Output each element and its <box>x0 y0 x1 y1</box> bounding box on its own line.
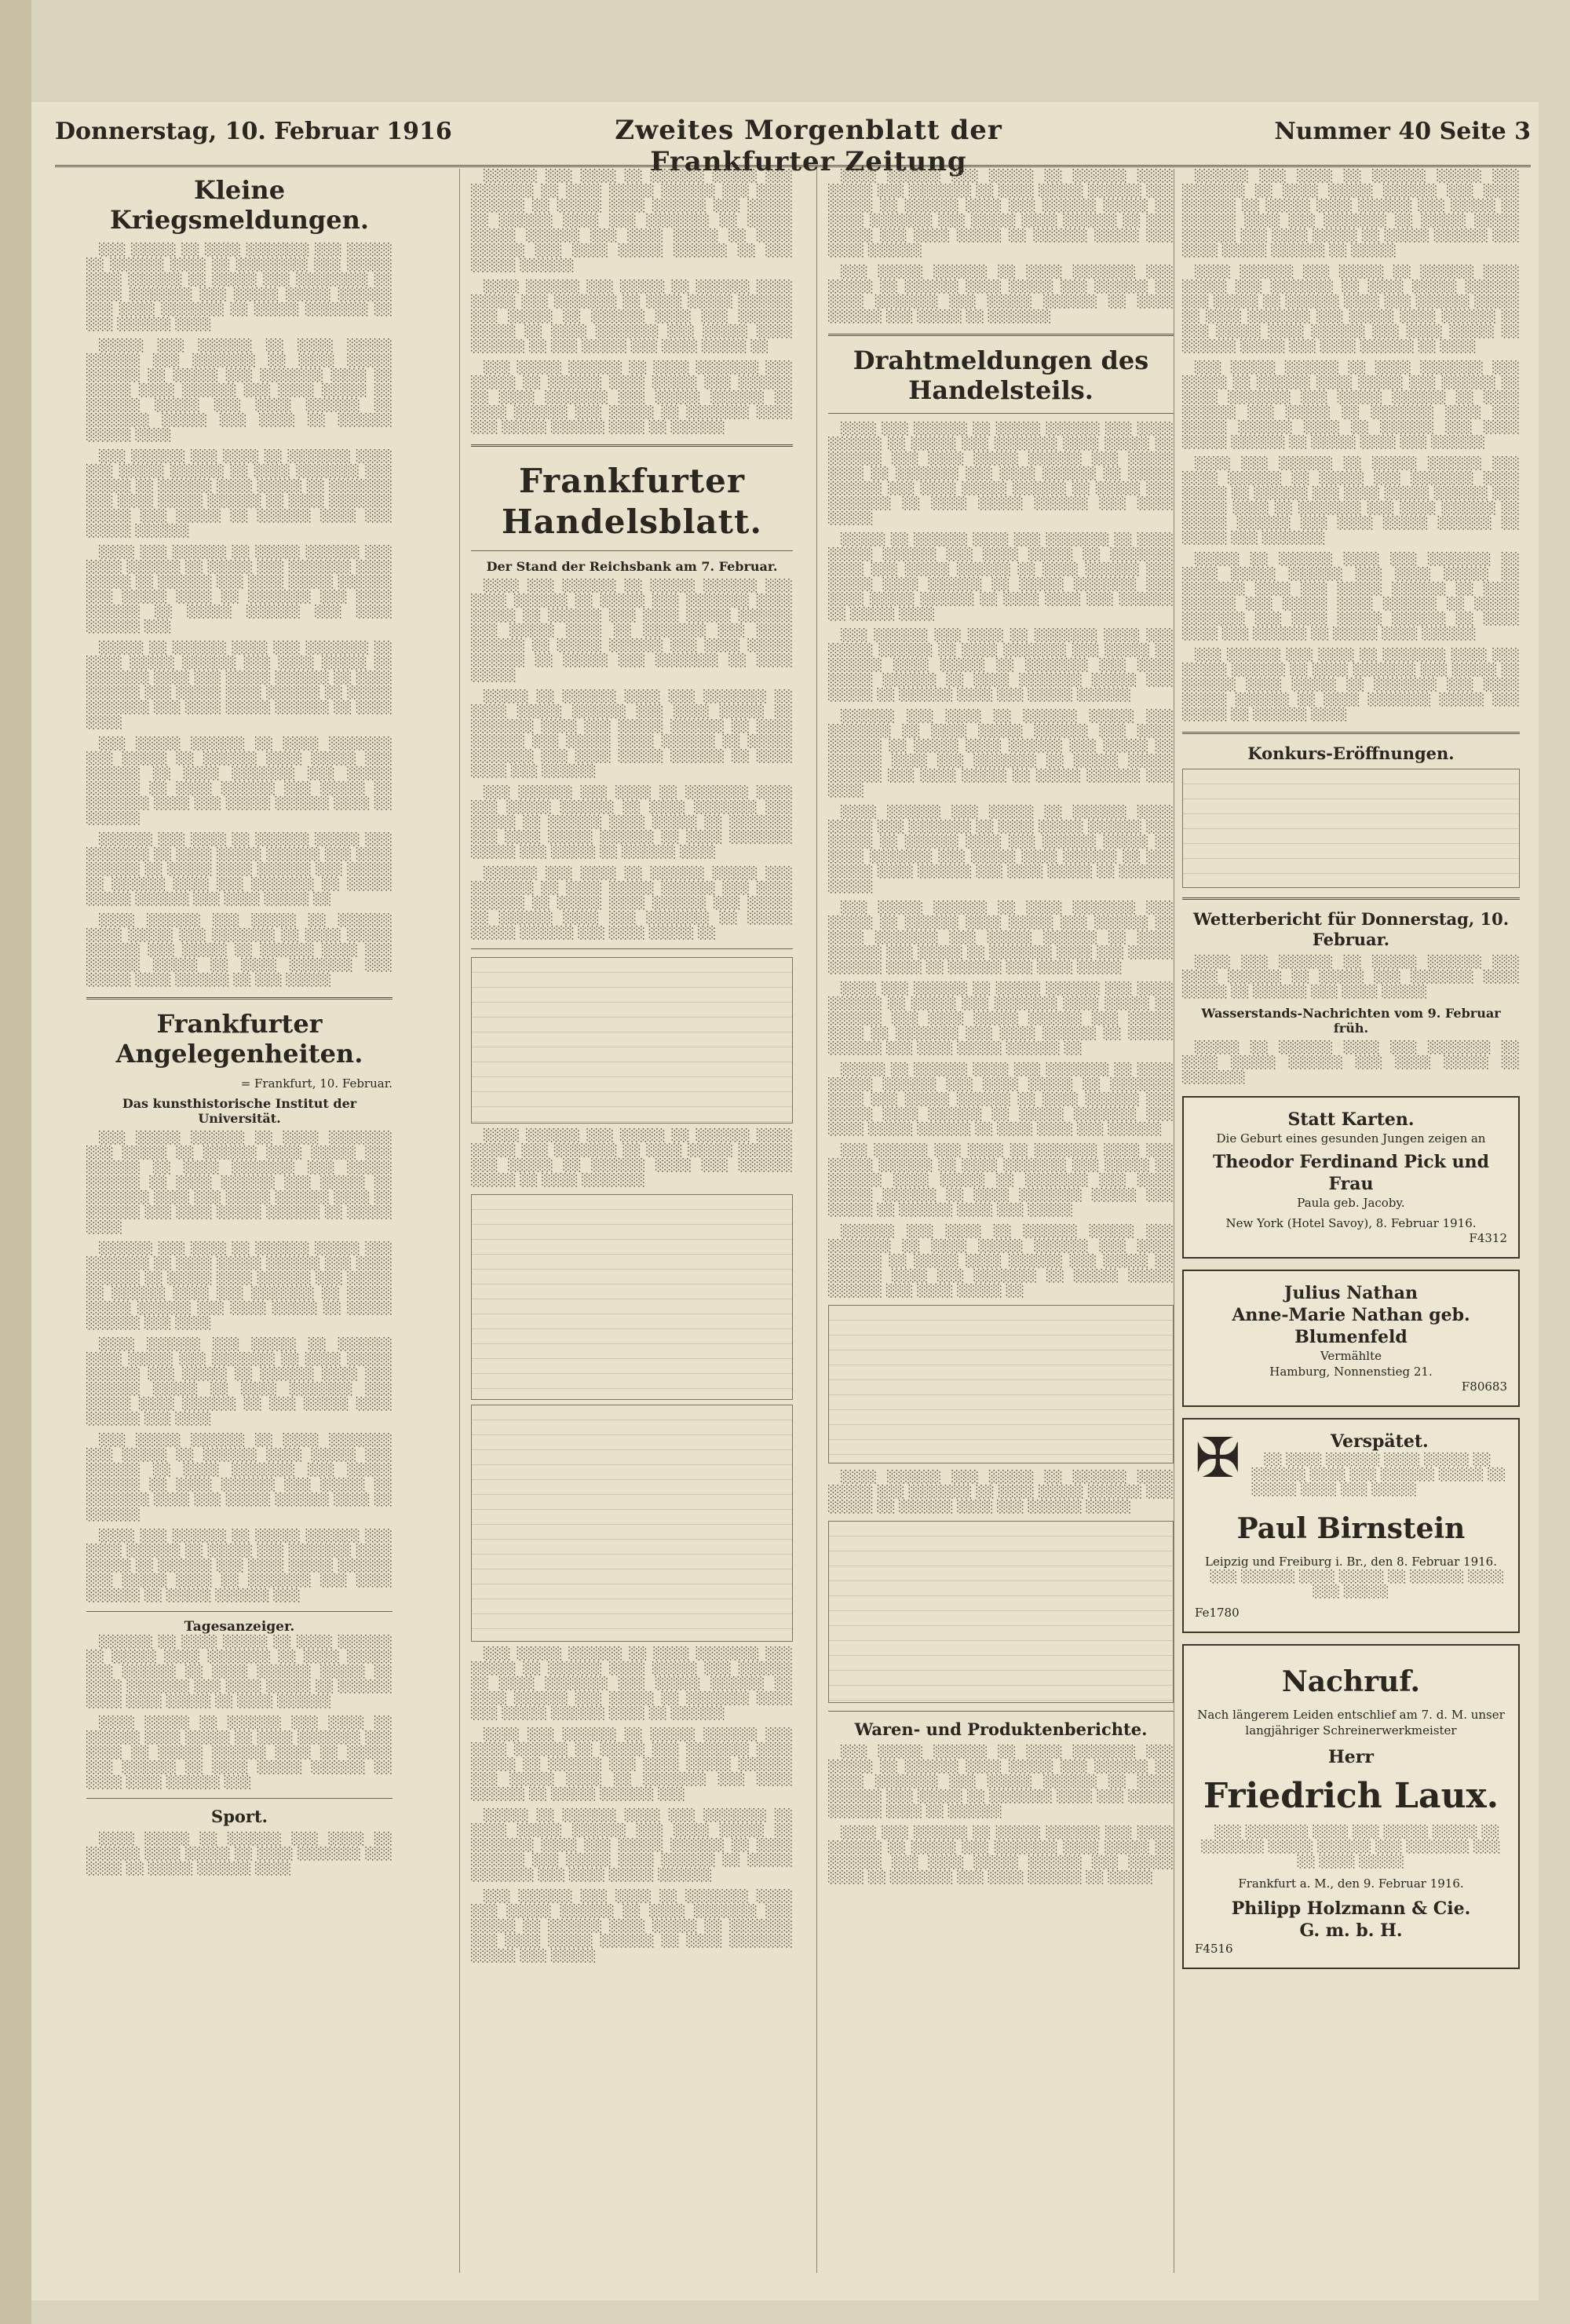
section-rule <box>1182 732 1520 734</box>
text-block: ░░░ ░░░░░ ░░░░░░ ░░ ░░░░ ░░░░░░░ ░░░ ░░░░░ ░░ ░░░░░░ ░░░░ ░░░░░ ░░░ ░░░░░░ ░░ ░░░░ ░░░░░░░ ░░░ ░░░░░ ░░░░░░ ░░ ░░░░ ░░░░░░ ░░░ ░░░░░ ░░ ░░░░░░░ ░░░░ ░░░ ░░░░░ ░░░░░░ ░░░░ ░░ ░░░░░░ <box>471 1646 793 1720</box>
text-block: ░░░░ ░░░░░░ ░░░ ░░░░░ ░░ ░░░░░░ ░░░░ ░░░░░ ░░░ ░░░░░░░ ░░ ░░░░ ░░░░░ ░░░░░░ ░░░ ░░░░░ ░░ ░░░░░░ ░░░░ ░░░ ░░░░░░ ░░░░░ ░░ ░░░░ ░░░░░░░ ░░░ ░░░░░ ░░░░ ░░░░░░ ░░ ░░░ ░░░░░ ░░░ ░░░░ ░░░░░ ░░ ░░░░░░ ░░░░░ ░░░ ░░░░ ░░░░░░ <box>828 169 1174 258</box>
text-block: ░░░░░░ ░░░ ░░░░ ░░ ░░░░░░ ░░░░░ ░░░ ░░░░░░░ ░░ ░░░░ ░░░░░ ░░░░░░ ░░░ ░░░░ ░░░░░░ ░░ ░░░░░ ░░░░ ░░░░░░ ░░░ ░░░░░ ░░ ░░░░░░ ░░░░ ░░░ ░░░░░░░ ░░ ░░░░░ ░░░░░ ░░░░░░ ░░░ ░░░░ ░░░░░ ░░ ░░░░░ ░░░░░░ ░░░ ░░░░ <box>86 1241 392 1330</box>
nachruf-laux <box>1182 1644 1520 1969</box>
text-block: ░░░ ░░░░░ ░░░░░░ ░░ ░░░░ ░░░░░░░ ░░░ ░░░░░ ░░ ░░░░░░ ░░░░ ░░░░░ ░░░ ░░░░░░ ░░ ░░░░ ░░░░░░░ ░░░ ░░░░░ ░░░░░░ ░░ ░░░░ ░░░░░░ ░░░ ░░░░░ ░░ ░░░░░░░ ░░░░ ░░░ ░░░░░ ░░░░░░ ░░░░ ░░ ░░░░░░ ░░░ ░░░░ ░░░░░ <box>828 901 1174 974</box>
text-block: ░░░ ░░░░░░ ░░░░ ░░░░░ ░░ ░░░░░░ ░░░░ ░░░ ░░░░░ <box>1210 1569 1505 1599</box>
page-number: Nummer 40 Seite 3 <box>1274 118 1531 145</box>
death1-code: Fe1780 <box>1195 1606 1240 1620</box>
text-block: ░░░ ░░░░░ ░░░░░░ ░░ ░░░░ ░░░░░░░ ░░░ ░░░░░ ░░ ░░░░░░ ░░░░ ░░░░░ ░░░ ░░░░░░ ░░ ░░░░ ░░░░░░░ ░░░ ░░░░░ ░░░░░░ ░░ ░░░░ ░░░░░░ ░░░ ░░░░░ ░░ ░░░░░░░ ░░░░ ░░░ ░░░░░ ░░░░░░ ░░░░ ░░ ░░░░░░ <box>86 1433 392 1522</box>
heading-kriegsmeldungen: Kleine Kriegsmeldungen. <box>110 175 369 235</box>
birth-code: F4312 <box>1469 1231 1507 1245</box>
iron-cross-icon: ✠ <box>1195 1426 1241 1490</box>
text-block: ░░░░ ░░░ ░░░░░░ ░░ ░░░░░ ░░░░░░ ░░░ ░░░░ ░░░░░░ ░░ ░░░░░ ░░░ ░░░░░░░ ░░░░ ░░░░░ ░░ ░░░░░░ ░░░ ░░░░ ░░░░░ ░░░░░░ ░░░ ░░░░░ ░░░░ ░░ ░░░░░░░ ░░░ ░░░░ ░░░░░░ ░░ ░░░░░ ░░░░░░ ░░░ ░░░░ ░░░░░░ ░░░ <box>86 545 392 634</box>
wed-code: F80683 <box>1461 1379 1507 1394</box>
birth-sub: Paula geb. Jacoby. <box>1297 1196 1405 1210</box>
section-rule <box>1182 897 1520 900</box>
heading-drahtmeldungen: Drahtmeldungen des Handelsteils. <box>853 345 1149 405</box>
wechselkurse-table <box>828 1521 1174 1703</box>
text-block: ░░░░ ░░░░░░ ░░░ ░░░░░ ░░ ░░░░░░ ░░░░ ░░░░░ ░░░ ░░░░░░░ ░░ ░░░░ ░░░░░ ░░░░░░ ░░░ ░░░░░ ░░ ░░░░░░ ░░░░ ░░░ ░░░░░░ ░░░░░ ░░ ░░░░ ░░░░░░░ ░░░ ░░░░░ ░░░░ ░░░░░░ ░░ ░░░ ░░░░░ ░░░░ ░░░░░░ ░░░ ░░░░ ░░░░░ ░░ ░░░░░░ ░░░░░ <box>828 805 1174 893</box>
death-notice-birnstein <box>1182 1418 1520 1633</box>
birth-names: Theodor Ferdinand Pick und Frau <box>1213 1152 1489 1194</box>
text-block: ░░░░░░ ░░░ ░░░░ ░░ ░░░░░░ ░░░░░ ░░░ ░░░░░░░ ░░ ░░░░ ░░░░░ ░░░░░░ ░░░ ░░░░ ░░░░░░ ░░ ░░░░░ ░░░░ ░░░░░░ ░░░ ░░░░░ ░░ ░░░░░░ ░░░░ ░░░ ░░░░░░░ ░░ ░░░░░ ░░░░░ ░░░░░░ ░░░ ░░░░ ░░░░░ ░░ <box>828 1224 1174 1298</box>
section-rule <box>471 444 793 447</box>
heading-tagesanzeiger: Tagesanzeiger. <box>184 1619 295 1635</box>
column-4 <box>1174 169 1528 2273</box>
death1-place: Leipzig und Freiburg i. Br., den 8. Februar 1916. <box>1205 1555 1497 1569</box>
nachruf-firm-2: G. m. b. H. <box>1299 1920 1403 1941</box>
text-block: ░░░ ░░░░░░ ░░░ ░░░░ ░░ ░░░░░░░ ░░░░ ░░░ ░░░░░ ░░░░░░ ░░ ░░░░ ░░░░░░░ ░░░ ░░░░░ ░░ ░░░░░░ ░░░░ ░░░░░ ░░ ░░░░░░░ ░░░ ░░░░ ░░░░░ ░░░░░░ ░░ ░░░░ ░░░░░░░ ░░░░░ ░░░ ░░░░░ ░░ ░░░░░░ ░░░░ <box>1182 648 1520 722</box>
nachruf-firm-1: Philipp Holzmann & Cie. <box>1231 1898 1471 1919</box>
heading-sport: Sport. <box>211 1807 268 1826</box>
death1-name: Paul Birnstein <box>1236 1512 1466 1545</box>
kurse-table <box>828 1305 1174 1463</box>
section-rule <box>828 334 1174 336</box>
rule <box>471 550 793 551</box>
heading-wetter: Wetterbericht für Donnerstag, 10. Februar. <box>1192 909 1510 949</box>
heading-reichsbank: Der Stand der Reichsbank am 7. Februar. <box>486 559 778 574</box>
text-block: ░░░░░░ ░░░ ░░░░ ░░ ░░░░░░ ░░░░░ ░░░ ░░░░░░░ ░░ ░░░░ ░░░░░ ░░░░░░ ░░░ ░░░░ ░░░░░░ ░░ ░░░░░ ░░░░ ░░░░░░ ░░░ ░░░░░ ░░ ░░░░░░ ░░░░ ░░░ ░░░░░░░ ░░ ░░░░░ ░░░░░ ░░░░░░ ░░░ ░░░░ ░░░░░ ░░ ░░░░░ ░░░░░░ ░░░ ░░░░ ░░░░░ ░░░░░░ ░░ ░░░░░ <box>1182 169 1520 258</box>
heading-waren: Waren- und Produktenberichte. <box>854 1719 1148 1739</box>
nachruf-intro: Nach längerem Leiden entschlief am 7. d. M. unser langjähriger Schreinerwerkmeister <box>1197 1708 1505 1738</box>
heading-wasserstand: Wasserstands-Nachrichten vom 9. Februar früh. <box>1201 1006 1501 1036</box>
text-block: ░░░░░░ ░░░ ░░░░ ░░ ░░░░░░ ░░░░░ ░░░ ░░░░░░░ ░░ ░░░░ ░░░░░ ░░░░░░ ░░░ ░░░░ ░░░░░░ ░░ ░░░░░ ░░░░ ░░░░░░ ░░░ ░░░░░ ░░ ░░░░░░ ░░░░ ░░░ ░░░░░░░ ░░ ░░░░░ ░░░░░ ░░░░░░ ░░░ ░░░░ ░░░░░ ░░ <box>86 832 392 906</box>
wed-sub: Vermählte <box>1320 1349 1382 1363</box>
text-block: ░░░ ░░░░░░ ░░░ ░░░░ ░░ ░░░░░░░ ░░░░ ░░░ ░░░░░ ░░░░░░ ░░ ░░░░ ░░░░░░░ ░░░ ░░░░░ ░░ ░░░░░░ ░░░░ ░░░░░ ░░ ░░░░░░░ ░░░ ░░░░ ░░░░░ ░░░░░░ ░░ ░░░░ ░░░░░░░ ░░░░░ ░░░ ░░░░░ <box>471 1889 793 1963</box>
text-block: ░░░░ ░░░ ░░░░░░ ░░ ░░░░░ ░░░░░░ ░░░ ░░░░ ░░░░░░ ░░ ░░░░░ ░░░ ░░░░░░░ ░░░░ ░░░░░ ░░ ░░░░░░ ░░░ ░░░░ ░░░░░ ░░░░░░ ░░░ ░░░░░ ░░░░ ░░ ░░░░░░░ ░░░ ░░░░ ░░░░░░ ░░ ░░░░░ ░░░░░░ ░░░ ░░░░ ░░░░░ ░░░░░░ ░░ <box>828 981 1174 1055</box>
rule <box>86 1798 392 1799</box>
text-block: ░░░░░ ░░ ░░░░░░ ░░░░ ░░░ ░░░░░░░ ░░ ░░░░ ░░░░░ ░░░░░░ ░░░ ░░░░ ░░░░░ ░░ ░░░░░░░ ░░░░ ░░░ ░░░░░ ░░░░░░ ░░ ░░░░ ░░░░░░ ░░░ ░░░░░ ░░░░ ░░░░░░ ░░ ░░░░░ ░░░░░░░ ░░░ ░░░░ ░░░░░ ░░░░░░ ░░ ░░░░ ░░░░ <box>86 641 392 729</box>
text-block: ░░░ ░░░░░ ░░░░░░ ░░ ░░░░ ░░░░░░░ ░░░ ░░░░░ ░░ ░░░░░░ ░░░░ ░░░░░ ░░░ ░░░░░░ ░░ ░░░░ ░░░░░░░ ░░░ ░░░░░ ░░░░░░ ░░ ░░░░ ░░░░░░ ░░░ ░░░░░ ░░ ░░░░░░░ <box>828 265 1174 323</box>
text-block: ░░░░ ░░░░░ ░░ ░░░░░░ ░░░ ░░░░ ░░ ░░░░░░ ░░░░ ░░░░░ ░░ ░░░░ ░░░░░░░ ░░░ ░░░░ ░░ ░░░░░ ░░░░░░ ░░░░ <box>86 1832 392 1876</box>
text-block: ░░░░ ░░░ ░░░░░░ ░░ ░░░░░ ░░░░░░ ░░░ ░░░░ ░░░░░░ ░░ ░░░░░ ░░░ ░░░░░░░ ░░░░ ░░░░░ ░░ ░░░░░░ ░░░ ░░░░ ░░░░░ ░░░░░░ ░░░ ░░░░░ ░░░░ ░░ ░░░░░░░ ░░░ ░░░░ ░░░░░░ ░░ ░░░░░ ░░░░░░ ░░░ ░░░░ ░░░░░ ░░░░░░ ░░ ░░░░░ ░░░ ░░░░░░░ ░░ ░░░░ ░░░░░ ░░░░░░ ░░░ ░░░░ ░░░░░ <box>828 422 1174 525</box>
text-block: ░░░ ░░░░░ ░░ ░░░░ ░░░░░░░ ░░░ ░░░░░ ░░ ░░░░░░ ░░░░ ░░ ░░░░░░░░ ░░░ ░░░░░ ░░░░ ░░░░░░ ░░ ░░░░░ ░░░ ░░░░░░░░ ░░ ░░░░ ░░░░░░░ ░░░ ░░░░░ ░░░░░ ░░░░░░ ░░░ ░░░░ ░░░░░░░ ░░ ░░░░░ ░░░░░░░ ░░ ░░░ ░░░░░░ ░░░░ <box>86 243 392 331</box>
nachruf-title: Herr <box>1328 1747 1374 1767</box>
wed-place: Hamburg, Nonnenstieg 21. <box>1269 1365 1433 1379</box>
text-block: ░░░░ ░░░░░ ░░ ░░░░░░ ░░░ ░░░░ ░░ ░░░░░░ ░░░░ ░░░░░ ░░ ░░░░ ░░░░░░░ ░░░ ░░░░ ░░ ░░░░░ ░░░░░░ ░░░░ ░░ ░░░░░ ░░░ ░░░░░░ ░░ ░░░░ ░░░░░ ░░░░░░ ░░ ░░░░ ░░░░ ░░░░░░ ░░░ <box>86 1716 392 1789</box>
column-2 <box>459 169 804 2273</box>
text-block: ░░░░░░ ░░░ ░░░░ ░░ ░░░░░░ ░░░░░ ░░░ ░░░░░░░ ░░ ░░░░ ░░░░░ ░░░░░░ ░░░ ░░░░ ░░░░░░ ░░ ░░░░░ ░░░░ ░░░░░░ ░░░ ░░░░░ ░░ ░░░░░░ ░░░░ ░░░ ░░░░░░░ ░░ ░░░░░ ░░░░░ ░░░░░░ ░░░ ░░░░ ░░░░░ ░░ ░░░░░ ░░░░░░ ░░░ ░░░░ <box>828 709 1174 798</box>
text-block: ░░░░░ ░░ ░░░░░░ ░░░░ ░░░ ░░░░░░░ ░░ ░░░░ ░░░░░ ░░░░░░ ░░░ ░░░░ ░░░░░ ░░ ░░░░░░░ ░░░░ ░░░ ░░░░░ ░░░░░░ ░░ ░░░░ ░░░░░░ ░░░ ░░░░░ ░░░░ ░░░░░░ ░░ ░░░░░ ░░░░░░░ ░░░ ░░░░ ░░░░░ ░░░░░░ ░░ ░░░░ ░░░░ ░░░ ░░░░░░ ░░ ░░░░░ ░░░░ <box>828 532 1174 621</box>
page-edge <box>0 0 31 2324</box>
text-block: ░░░░ ░░░░░░ ░░░ ░░░░░ ░░ ░░░░░░ ░░░░ ░░░░░ ░░░ ░░░░░░░ ░░ ░░░░ ░░░░░ ░░░░░░ ░░░ ░░░░░ ░░ ░░░░░░ ░░░░ ░░░ ░░░░░░ ░░░░░ ░░ ░░░░ ░░░░░░░ ░░░ ░░░░░ ░░░░ ░░░░░░ ░░ ░░░ ░░░░░ ░░░░ ░░░░░░ ░░░ ░░░░ ░░░░░ ░░ ░░░░░░ ░░░░░ ░░░ ░░░░ ░░░░░░ ░░ ░░░░ <box>1182 265 1520 353</box>
text-block: ░░░░░ ░░ ░░░░░░ ░░░░ ░░░ ░░░░░░░ ░░ ░░░░ ░░░░░ ░░░░░░ ░░░ ░░░░ ░░░░░ ░░ ░░░░░░░ ░░░░ ░░░ ░░░░░ ░░░░░░ ░░ ░░░░ ░░░░░░ ░░░ ░░░░░ ░░░░ ░░░░░░ ░░ ░░░░░ ░░░░░░░ ░░░ ░░░░ ░░░░░ ░░░░░░ ░░ ░░░░ ░░░░ ░░░ ░░░░░░ <box>471 689 793 778</box>
text-block: ░░░░ ░░░░░░ ░░░ ░░░░░ ░░ ░░░░░░ ░░░░ ░░░░░ ░░░ ░░░░░░░ ░░ ░░░░ ░░░░░ ░░░░░░ ░░░ ░░░░░ ░░ ░░░░░░ ░░░░ ░░░ ░░░░░░ ░░░░░ ░░ ░░░░ ░░░░░░░ ░░░ ░░░░░ ░░░░ ░░░░░░ ░░ ░░░ ░░░░░ ░░░ ░░░░ ░░░░░ ░░ <box>471 280 793 353</box>
nachruf-head: Nachruf. <box>1281 1665 1421 1698</box>
paper-title: Zweites Morgenblatt der Frankfurter Zeitung <box>615 115 1002 177</box>
notenumlauf-table <box>471 1405 793 1642</box>
text-block: ░░░░░░ ░░░ ░░░░ ░░ ░░░░░░ ░░░░░ ░░░ ░░░░░░░ ░░ ░░░░ ░░░░░ ░░░░░░ ░░░ ░░░░ ░░░░░░ ░░ ░░░░░ ░░░░ ░░░░░░ ░░░ ░░░░░ ░░ ░░░░░░ ░░░░ ░░░ ░░░░░░░ ░░ ░░░░░ ░░░░░ ░░░░░░ ░░░ ░░░░ ░░░░░ ░░ ░░░░ ░░░░░░ ░░░ ░░░░ ░░░░░ ░░░░░░ ░░ ░░░ ░░░░░ ░░░░░░ <box>471 169 793 272</box>
rule <box>86 1611 392 1612</box>
issue-date: Donnerstag, 10. Februar 1916 <box>55 118 452 145</box>
text-block: ░░░░ ░░░░░░ ░░░ ░░░░░ ░░ ░░░░░░ ░░░░ ░░░░░ ░░░ ░░░░░░░ ░░ ░░░░ ░░░░░ ░░░░░░ ░░░ ░░░░░ ░░ ░░░░░░ ░░░░ ░░░ ░░░░░░ ░░░░░ ░░ ░░░░ ░░░░░░░ ░░░ ░░░░░ ░░░░ ░░░░░░ ░░ ░░░ ░░░░░ ░░░░ ░░░░░░ ░░░ ░░░░ <box>86 1337 392 1426</box>
text-block: ░░░ ░░░░░░ ░░░ ░░░░ ░░ ░░░░░░░ ░░░░ ░░░ ░░░░░ ░░░░░░ ░░ ░░░░ ░░░░░░░ ░░░ ░░░░░ ░░ ░░░░░░ ░░░░ ░░░░░ ░░ ░░░░░░░ ░░░ ░░░░ ░░░░░ ░░░░░░ ░░ ░░░░ ░░░░░░░ ░░░░░ ░░░ ░░░░░ ░░ ░░░░░░ ░░░░ <box>471 785 793 859</box>
rule <box>828 413 1174 414</box>
nachruf-name: Friedrich Laux. <box>1203 1776 1499 1816</box>
text-block: ░░░░░ ░░░ ░░░░░░ ░░ ░░░░ ░░░░░ ░░░░░░ ░░░ ░░░░░░░ ░░ ░░░░ ░░░░░ ░░░░░░ ░░ ░░░░░ ░░░ ░░░░░░░ ░░░░ ░░ ░░░░░ ░░░░ ░░░░░░ ░░░ ░░░░ ░░░░░ ░░ ░░░░░░ ░░░░░ ░░░ ░░░░ ░░░░░░ ░░ ░░░░░░░ ░░░░░ ░░░ ░░░░ ░░ ░░░░░░ ░░░░░ ░░░░ <box>86 338 392 442</box>
nachruf-place: Frankfurt a. M., den 9. Februar 1916. <box>1238 1876 1464 1891</box>
nachruf-code: F4516 <box>1195 1942 1233 1956</box>
text-block: ░░░ ░░░░░░░ ░░░░ ░░░ ░░░░░ ░░░░░ ░░ ░░░░░░░ ░░░░░ ░░░░░░ ░░░ ░░░░░░░ ░░░ ░░ ░░░░ ░░░░░ <box>1201 1825 1501 1869</box>
statt-karten: Statt Karten. <box>1287 1109 1415 1130</box>
text-block: ░░░░░░ ░░ ░░░░ ░░░░░ ░░ ░░░░ ░░░░░░ ░░ ░░░░░ ░░░░ ░░░░░░░ ░░ ░░░░ ░░░░░ ░░░ ░░░░░░ ░░ ░░░░ ░░░░░░ ░░░░░ ░░ ░░░░ ░░░░░░░ ░░░ ░░░░ ░░░░░ ░░ ░░░░░░ ░░░░ ░░░░ ░░░░░ ░░ ░░░░ ░░░░░░ <box>86 1635 392 1708</box>
text-block: ░░░ ░░░░░░ ░░░ ░░░░ ░░ ░░░░░░░ ░░░░ ░░░ ░░░░░ ░░░░░░ ░░ ░░░░ ░░░░░░░ ░░░ ░░░░░ ░░ ░░░░░░ ░░░░ ░░░░░ ░░ ░░░░░░░ ░░░ ░░░░ ░░░░░ ░░░░░░ ░░ ░░░░ ░░░░░░░ ░░░░░ ░░░ ░░░░░ ░░ ░░░░░░ ░░░░ ░░░ ░░░░░ ░░░░░░ <box>86 449 392 538</box>
wedding-announcement <box>1182 1270 1520 1407</box>
rule <box>471 948 793 949</box>
death1-head: Verspätet. <box>1331 1431 1429 1452</box>
subheading-institut: Das kunsthistorische Institut der Universität. <box>122 1096 357 1126</box>
text-block: ░░░░ ░░░░░░ ░░░ ░░░░░ ░░ ░░░░░░ ░░░░ ░░░░░ ░░░ ░░░░░░░ ░░ ░░░░ ░░░░░ ░░░░░░ ░░░ ░░░░░ ░░ ░░░░░░ ░░░░ ░░░ ░░░░░░ ░░░░░ <box>828 1470 1174 1514</box>
text-block: ░░░ ░░░░░░ ░░░ ░░░░ ░░ ░░░░░░░ ░░░░ ░░░ ░░░░░ ░░░░░░ ░░ ░░░░ ░░░░░░░ ░░░ ░░░░░ ░░ ░░░░░░ ░░░░ ░░░░░ ░░ ░░░░░░░ ░░░ ░░░░ ░░░░░ ░░░░░░ ░░ ░░░░ ░░░░░░░ ░░░░░ ░░░ ░░░░░ ░░ ░░░░░░ ░░░░ ░░░ ░░░░░ ░░░░░░ <box>828 628 1174 702</box>
text-block: ░░░░ ░░░ ░░░░░░ ░░ ░░░░░ ░░░░░░ ░░░ ░░░░ ░░░░░░ ░░ ░░░░░ ░░░ ░░░░░░░ ░░░░ ░░░░░ ░░ ░░░░░░ ░░░ ░░░░ ░░░░░ ░░░░░░ ░░░ ░░░░░ ░░░░ ░░ ░░░░░░░ ░░░ ░░░░ ░░░░░░ ░░ ░░░░░ ░░░░░░ ░░░ <box>471 1727 793 1801</box>
heading-angelegenheiten: Frankfurter Angelegenheiten. <box>115 1009 363 1069</box>
text-block: ░░░░░ ░░ ░░░░░░ ░░░░ ░░░ ░░░░░░░ ░░ ░░░░ ░░░░░ ░░░░░░ ░░░ ░░░░ ░░░░░ ░░ ░░░░░░░ ░░░░ ░░░ ░░░░░ ░░░░░░ ░░ ░░░░ ░░░░░░ ░░░ ░░░░░ ░░░░ ░░░░░░ ░░ ░░░░░ ░░░░░░░ ░░░ ░░░░ ░░░░░ ░░░░░░ <box>471 1808 793 1882</box>
text-block: ░░░ ░░░░░░ ░░░ ░░░░ ░░ ░░░░░░░ ░░░░ ░░░ ░░░░░ ░░░░░░ ░░ ░░░░ ░░░░░░░ ░░░ ░░░░░ ░░ ░░░░░░ ░░░░ ░░░░░ ░░ ░░░░░░░ ░░░ ░░░░ ░░░░░ ░░░░░░ ░░ ░░░░ ░░░░░░░ ░░░░░ ░░░ ░░░░░ ░░ ░░░░░░ ░░░░ ░░░ ░░░░░ <box>828 1143 1174 1217</box>
deckung-table <box>471 1194 793 1400</box>
text-block: ░░░░░ ░░ ░░░░░░ ░░░░ ░░░ ░░░░░░░ ░░ ░░░░ ░░░░░ ░░░░░░ ░░░ ░░░░ ░░░░░ ░░ ░░░░░░░ ░░░░ ░░░ ░░░░░ ░░░░░░ ░░ ░░░░ ░░░░░░ ░░░ ░░░░░ ░░░░ ░░░░░░ ░░ ░░░░░ ░░░░░░░ ░░░ ░░░░ ░░░░░ ░░░░░░ ░░ ░░░░ ░░░░ ░░░ ░░░░░░ <box>828 1062 1174 1136</box>
bank-table <box>471 957 793 1124</box>
heading-handelsblatt: Frankfurter Handelsblatt. <box>501 462 763 541</box>
wed-name-1: Julius Nathan <box>1284 1283 1418 1303</box>
column-1 <box>86 169 403 2273</box>
section-rule <box>86 997 392 999</box>
text-block: ░░░░░ ░░ ░░░░░░ ░░░░ ░░░ ░░░░░░░ ░░ ░░░░ ░░░░░ ░░░░░░ ░░░ ░░░░ ░░░░░ ░░ ░░░░░░░ <box>1182 1040 1520 1084</box>
text-block: ░░░ ░░░░░ ░░░░░░ ░░ ░░░░ ░░░░░░░ ░░░ ░░░░░ ░░ ░░░░░░ ░░░░ ░░░░░ ░░░ ░░░░░░ ░░ ░░░░ ░░░░░░░ ░░░ ░░░░░ ░░░░░░ ░░ ░░░░ ░░░░░░ ░░░ ░░░░░ ░░ ░░░░░░░ ░░░░ ░░░ ░░░░░ ░░░░░░ ░░░░ ░░ ░░░░░░ <box>86 736 392 825</box>
dateline: = Frankfurt, 10. Februar. <box>240 1076 392 1091</box>
birth-announcement <box>1182 1096 1520 1259</box>
text-block: ░░░ ░░░░░ ░░░░░░ ░░ ░░░░ ░░░░░░░ ░░░ ░░░░░ ░░ ░░░░░░ ░░░░ ░░░░░ ░░░ ░░░░░░ ░░ ░░░░ ░░░░░░░ ░░░ ░░░░░ ░░░░░░ ░░ ░░░░ ░░░░░░ ░░░ ░░░░░ ░░ ░░░░░░░ ░░░░ ░░░ ░░░░░ ░░░░░░ ░░░░ ░░ ░░░░░░ <box>828 1745 1174 1818</box>
text-block: ░░░░ ░░░ ░░░░░░ ░░ ░░░░░ ░░░░░░ ░░░ ░░░░ ░░░░░░ ░░ ░░░░░ ░░░ ░░░░░░░ ░░░░ ░░░░░ ░░ ░░░░░░ ░░░ ░░░░ ░░░░░ ░░░░░░ ░░░ ░░░░░ ░░░░ ░░ ░░░░░░░ ░░░ ░░░░ ░░░░░░ ░░ ░░░░░ ░░░░░░ ░░░ ░░░░ ░░░░░ ░░░░░░ ░░ ░░░░░ ░░░ ░░░░░░░ ░░ ░░░░ ░░░░░ <box>471 579 793 682</box>
text-block: ░░░░ ░░░░░░ ░░░ ░░░░░ ░░ ░░░░░░ ░░░░ ░░░░░ ░░░ ░░░░░░░ ░░ ░░░░ ░░░░░ ░░░░░░ ░░░ ░░░░░ ░░ ░░░░░░ ░░░░ ░░░ ░░░░░░ ░░░░░ ░░ ░░░░ ░░░░░░░ <box>471 1128 793 1187</box>
wed-name-2: Anne-Marie Nathan geb. Blumenfeld <box>1232 1305 1470 1347</box>
text-block: ░░░░ ░░░ ░░░░░░ ░░ ░░░░░ ░░░░░░ ░░░ ░░░░ ░░░░░░ ░░ ░░░░░ ░░░ ░░░░░░░ ░░░░ ░░░░░ ░░ ░░░░░░ ░░░ ░░░░ ░░░░░ ░░░░░░ ░░░ ░░░░░ ░░░░ ░░ ░░░░░░░ ░░░ ░░░░ ░░░░░░ ░░ ░░░░░ ░░░░░░ ░░░ <box>86 1529 392 1602</box>
rule <box>828 1711 1174 1712</box>
text-block: ░░░ ░░░░░ ░░░░░░ ░░ ░░░░ ░░░░░░░ ░░░ ░░░░░ ░░ ░░░░░░ ░░░░ ░░░░░ ░░░ ░░░░░░ ░░ ░░░░ ░░░░░░░ ░░░ ░░░░░ ░░░░░░ ░░ ░░░░ ░░░░░░ ░░░ ░░░░░ ░░ ░░░░░░░ ░░░░ ░░░ ░░░░░ ░░░░░░ ░░░░ ░░ ░░░░░░ <box>471 360 793 434</box>
text-block: ░░░░ ░░░ ░░░░░░ ░░ ░░░░░ ░░░░░░ ░░░ ░░░░ ░░░░░░ ░░ ░░░░░ ░░░ ░░░░░░░ ░░░░ ░░░░░ ░░ ░░░░░░ ░░░ ░░░░ ░░░░░ <box>1182 955 1520 999</box>
text-block: ░░░ ░░░░░ ░░░░░░ ░░ ░░░░ ░░░░░░░ ░░░ ░░░░░ ░░ ░░░░░░ ░░░░ ░░░░░ ░░░ ░░░░░░ ░░ ░░░░ ░░░░░░░ ░░░ ░░░░░ ░░░░░░ ░░ ░░░░ ░░░░░░ ░░░ ░░░░░ ░░ ░░░░░░░ ░░░░ ░░░ ░░░░░ ░░░░░░ ░░░░ ░░ ░░░░░░ ░░░ ░░░░ ░░░░░ ░░░░░░ ░░ ░░░░░ ░░░░ <box>86 1131 392 1234</box>
text-block: ░░░░ ░░░ ░░░░░░ ░░ ░░░░░ ░░░░░░ ░░░ ░░░░ ░░░░░░ ░░ ░░░░░ ░░░ ░░░░░░░ ░░░░ ░░░░░ ░░ ░░░░░░ ░░░ ░░░░ ░░░░░ ░░░░░░ ░░░ ░░░░░ ░░░░ ░░ ░░░░░░░ ░░░ ░░░░ ░░░░░░ ░░ ░░░░░ <box>828 1825 1174 1884</box>
text-block: ░░░░ ░░░░░░ ░░░ ░░░░░ ░░ ░░░░░░ ░░░░ ░░░░░ ░░░ ░░░░░░░ ░░ ░░░░ ░░░░░ ░░░░░░ ░░░ ░░░░░ ░░ ░░░░░░ ░░░░ ░░░ ░░░░░░ ░░░░░ ░░ ░░░░ ░░░░░░░ ░░░ ░░░░░ ░░░░ ░░░░░░ ░░ ░░░ ░░░░░ <box>86 913 392 987</box>
heading-konkurs: Konkurs-Eröffnungen. <box>1247 744 1455 763</box>
birth-place: New York (Hotel Savoy), 8. Februar 1916. <box>1225 1216 1477 1230</box>
text-block: ░░░░ ░░░ ░░░░░░ ░░ ░░░░░ ░░░░░░ ░░░ ░░░░ ░░░░░░ ░░ ░░░░░ ░░░ ░░░░░░░ ░░░░ ░░░░░ ░░ ░░░░░░ ░░░ ░░░░ ░░░░░ ░░░░░░ ░░░ ░░░░░ ░░░░ ░░ ░░░░░░░ ░░░ ░░░░ ░░░░░░ ░░ ░░░░░ ░░░░░░ ░░░ ░░░░ ░░░░░ ░░░░░░ ░░ ░░░░░ ░░░ ░░░░░░░ <box>1182 456 1520 545</box>
column-3 <box>816 169 1185 2273</box>
text-block: ░░ ░░░░ ░░░░░░ ░░░░ ░░░░░ ░░ ░░░░░░ ░░░░ ░░░ ░░░░░░ ░░░░░ ░░ ░░░░░ ░░░░ ░░░ ░░░░░ <box>1251 1452 1506 1496</box>
masthead <box>55 110 1531 177</box>
konkurs-table <box>1182 769 1520 888</box>
text-block: ░░░░░ ░░ ░░░░░░ ░░░░ ░░░ ░░░░░░░ ░░ ░░░░ ░░░░░ ░░░░░░ ░░░ ░░░░ ░░░░░ ░░ ░░░░░░░ ░░░░ ░░░ ░░░░░ ░░░░░░ ░░ ░░░░ ░░░░░░ ░░░ ░░░░░ ░░░░ ░░░░░░ ░░ ░░░░░ ░░░░░░░ ░░░ ░░░░ ░░░░░ ░░░░░░ ░░ ░░░░ ░░░░ ░░░ ░░░░░░ ░░ ░░░░░ ░░░░ ░░░░░░ <box>1182 552 1520 641</box>
birth-line: Die Geburt eines gesunden Jungen zeigen an <box>1216 1131 1486 1146</box>
text-block: ░░░ ░░░░░ ░░░░░░ ░░ ░░░░ ░░░░░░░ ░░░ ░░░░░ ░░ ░░░░░░ ░░░░ ░░░░░ ░░░ ░░░░░░ ░░ ░░░░ ░░░░░░░ ░░░ ░░░░░ ░░░░░░ ░░ ░░░░ ░░░░░░ ░░░ ░░░░░ ░░ ░░░░░░░ ░░░░ ░░░ ░░░░░ ░░░░░░ ░░░░ ░░ ░░░░░░ ░░░ ░░░░ ░░░░░ ░░░░░░ ░░ ░░░░░ ░░░░ ░░░ ░░░░░░ <box>1182 360 1520 449</box>
text-block: ░░░░░░ ░░░ ░░░░ ░░ ░░░░░░ ░░░░░ ░░░ ░░░░░░░ ░░ ░░░░ ░░░░░ ░░░░░░ ░░░ ░░░░ ░░░░░░ ░░ ░░░░░ ░░░░ ░░░░░░ ░░░ ░░░░░ ░░ ░░░░░░ ░░░░ ░░░ ░░░░░░░ ░░ ░░░░░ ░░░░░ ░░░░░░ ░░░ ░░░░ ░░░░░ ░░ <box>471 866 793 940</box>
